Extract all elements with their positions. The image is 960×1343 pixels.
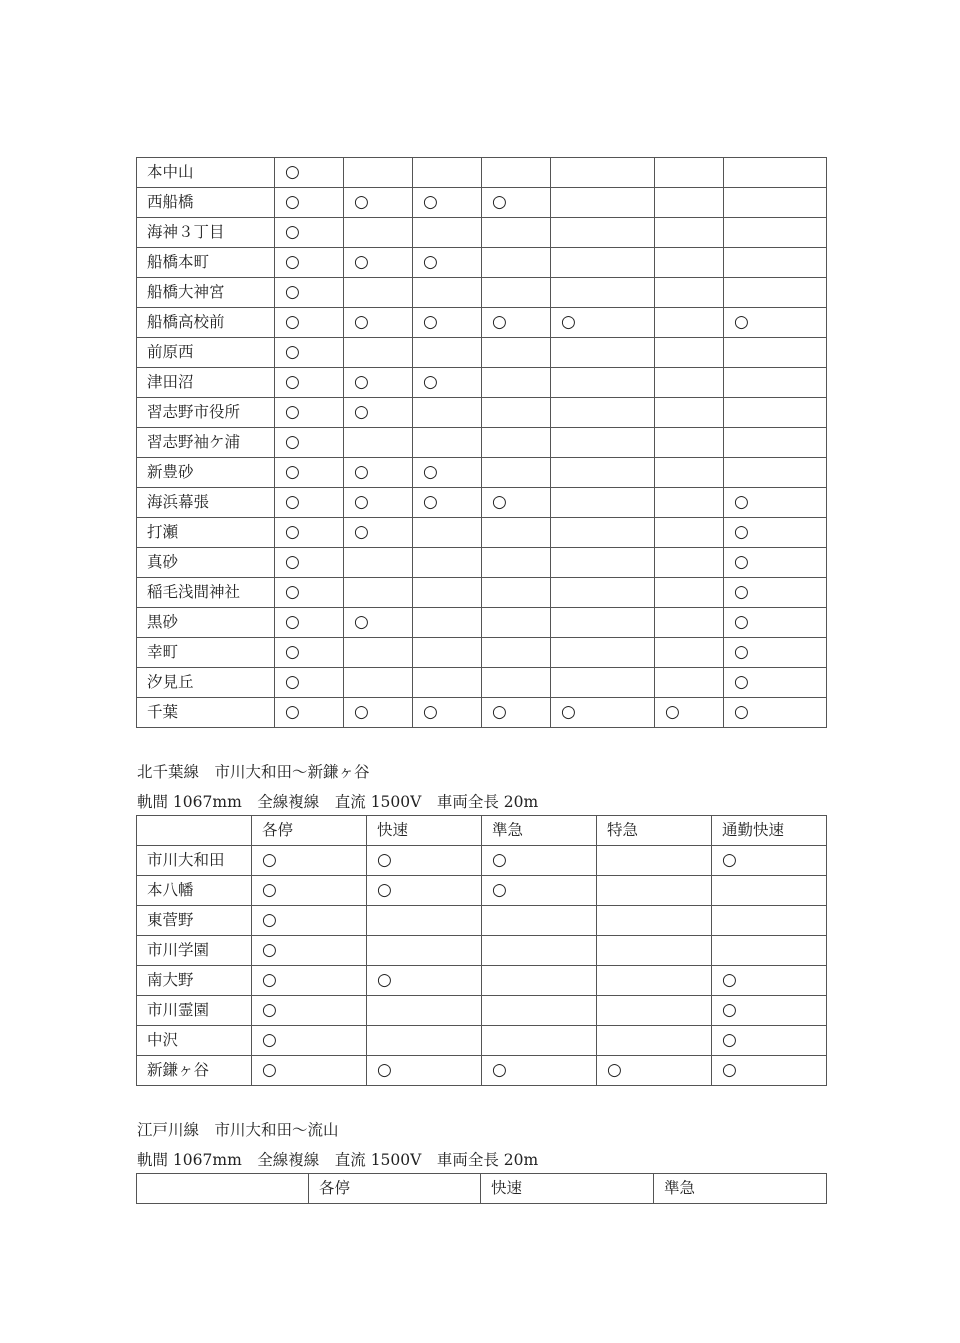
- table-row: [137, 218, 827, 248]
- stop-mark: ○: [275, 518, 344, 548]
- stop-mark: ○: [344, 368, 413, 398]
- stop-mark: ○: [413, 308, 482, 338]
- table-row: [137, 638, 827, 668]
- table-row: [137, 458, 827, 488]
- station-name: 打瀬: [137, 518, 275, 548]
- stop-mark: [367, 996, 482, 1026]
- stop-mark: ○: [724, 698, 827, 728]
- table-row: [137, 428, 827, 458]
- stop-mark: [597, 966, 712, 996]
- station-name: 千葉: [137, 698, 275, 728]
- stop-mark: [655, 188, 724, 218]
- stop-mark: [344, 218, 413, 248]
- stop-mark: ○: [724, 668, 827, 698]
- stop-mark: [482, 548, 551, 578]
- stop-mark: [482, 1026, 597, 1056]
- stop-mark: [655, 338, 724, 368]
- stop-mark: ○: [252, 1026, 367, 1056]
- stop-mark: [597, 936, 712, 966]
- stop-mark: ○: [482, 698, 551, 728]
- stop-mark: [551, 428, 655, 458]
- stop-mark: [413, 518, 482, 548]
- table-row: [137, 1056, 827, 1086]
- stop-mark: [344, 338, 413, 368]
- station-name: 本八幡: [137, 876, 252, 906]
- section2-title: 北千葉線 市川大和田〜新鎌ヶ谷: [137, 763, 370, 781]
- stop-mark: ○: [275, 218, 344, 248]
- stop-mark: ○: [275, 398, 344, 428]
- stop-mark: ○: [275, 668, 344, 698]
- stop-mark: ○: [482, 846, 597, 876]
- stop-mark: ○: [252, 846, 367, 876]
- stop-mark: ○: [413, 698, 482, 728]
- stop-mark: [551, 518, 655, 548]
- stop-mark: [413, 218, 482, 248]
- column-header: 各停: [252, 816, 367, 846]
- table-row: [137, 876, 827, 906]
- stop-mark: ○: [367, 876, 482, 906]
- stop-mark: [597, 906, 712, 936]
- stop-mark: ○: [367, 966, 482, 996]
- stop-mark: ○: [275, 248, 344, 278]
- stop-mark: [551, 188, 655, 218]
- stop-mark: ○: [551, 308, 655, 338]
- table-row: [137, 488, 827, 518]
- station-name: 船橋本町: [137, 248, 275, 278]
- station-name: 船橋大神宮: [137, 278, 275, 308]
- column-header: 快速: [367, 816, 482, 846]
- stop-mark: [482, 518, 551, 548]
- stop-mark: [712, 906, 827, 936]
- stop-mark: [413, 398, 482, 428]
- stop-mark: ○: [724, 488, 827, 518]
- column-header: 準急: [654, 1174, 827, 1204]
- stop-mark: ○: [712, 846, 827, 876]
- stop-mark: ○: [482, 876, 597, 906]
- table-row: [137, 668, 827, 698]
- station-name: 真砂: [137, 548, 275, 578]
- stop-mark: ○: [344, 608, 413, 638]
- stop-mark: ○: [252, 996, 367, 1026]
- stop-mark: ○: [275, 368, 344, 398]
- stop-mark: ○: [275, 188, 344, 218]
- stop-mark: [413, 578, 482, 608]
- station-name: 東菅野: [137, 906, 252, 936]
- stop-mark: [482, 578, 551, 608]
- stop-mark: [551, 668, 655, 698]
- stop-mark: ○: [344, 488, 413, 518]
- stop-mark: ○: [724, 578, 827, 608]
- stop-mark: [344, 158, 413, 188]
- stop-mark: [551, 278, 655, 308]
- stop-mark: ○: [275, 638, 344, 668]
- table-row: [137, 966, 827, 996]
- stop-mark: [655, 458, 724, 488]
- column-header: 各停: [309, 1174, 481, 1204]
- stop-mark: [482, 936, 597, 966]
- stop-mark: [367, 1026, 482, 1056]
- stop-mark: [655, 308, 724, 338]
- table-row: [137, 518, 827, 548]
- stop-mark: [482, 278, 551, 308]
- stop-mark: [724, 428, 827, 458]
- stop-mark: [367, 936, 482, 966]
- stop-mark: [655, 668, 724, 698]
- stop-mark: [655, 578, 724, 608]
- stop-mark: ○: [275, 578, 344, 608]
- stop-mark: [655, 428, 724, 458]
- column-header: 特急: [597, 816, 712, 846]
- column-header: 通勤快速: [712, 816, 827, 846]
- stop-mark: [712, 936, 827, 966]
- stop-mark: [482, 338, 551, 368]
- table-row: [137, 338, 827, 368]
- stop-mark: ○: [482, 1056, 597, 1086]
- stop-mark: [712, 876, 827, 906]
- stop-mark: [551, 158, 655, 188]
- stop-mark: ○: [413, 248, 482, 278]
- stop-mark: ○: [344, 308, 413, 338]
- stop-mark: ○: [712, 1026, 827, 1056]
- stop-mark: [482, 996, 597, 1026]
- stop-table-2: [136, 815, 827, 1086]
- stop-mark: [482, 248, 551, 278]
- stop-mark: ○: [252, 876, 367, 906]
- stop-mark: [344, 548, 413, 578]
- stop-mark: [344, 428, 413, 458]
- stop-mark: [482, 158, 551, 188]
- stop-mark: ○: [413, 458, 482, 488]
- stop-mark: [655, 158, 724, 188]
- stop-mark: [597, 996, 712, 1026]
- stop-mark: [482, 638, 551, 668]
- table-row: [137, 846, 827, 876]
- stop-mark: [655, 398, 724, 428]
- table-row: [137, 188, 827, 218]
- table-row: [137, 608, 827, 638]
- stop-mark: ○: [482, 188, 551, 218]
- stop-mark: [413, 608, 482, 638]
- station-name: 中沢: [137, 1026, 252, 1056]
- stop-mark: ○: [344, 458, 413, 488]
- stop-mark: [482, 398, 551, 428]
- stop-mark: [344, 578, 413, 608]
- stop-mark: ○: [597, 1056, 712, 1086]
- stop-mark: [413, 338, 482, 368]
- stop-mark: [413, 278, 482, 308]
- station-name: 市川霊園: [137, 996, 252, 1026]
- table-row: [137, 398, 827, 428]
- stop-mark: [724, 368, 827, 398]
- station-name: 南大野: [137, 966, 252, 996]
- stop-mark: ○: [724, 608, 827, 638]
- stop-mark: [551, 368, 655, 398]
- column-header: [137, 816, 252, 846]
- station-name: 海神３丁目: [137, 218, 275, 248]
- stop-mark: ○: [275, 698, 344, 728]
- stop-mark: [413, 668, 482, 698]
- stop-mark: ○: [275, 308, 344, 338]
- stop-mark: ○: [344, 188, 413, 218]
- stop-mark: [551, 578, 655, 608]
- stop-mark: [655, 548, 724, 578]
- stop-mark: [413, 428, 482, 458]
- stop-mark: [551, 218, 655, 248]
- table-row: [137, 248, 827, 278]
- stop-mark: ○: [275, 278, 344, 308]
- stop-mark: [551, 458, 655, 488]
- stop-mark: [655, 278, 724, 308]
- stop-mark: [482, 906, 597, 936]
- stop-mark: [655, 638, 724, 668]
- stop-mark: ○: [655, 698, 724, 728]
- station-name: 市川学園: [137, 936, 252, 966]
- table-row: [137, 996, 827, 1026]
- stop-mark: ○: [551, 698, 655, 728]
- stop-mark: [551, 248, 655, 278]
- station-name: 市川大和田: [137, 846, 252, 876]
- stop-mark: [724, 158, 827, 188]
- stop-mark: [724, 338, 827, 368]
- stop-mark: ○: [413, 488, 482, 518]
- stop-mark: ○: [275, 548, 344, 578]
- stop-mark: [344, 638, 413, 668]
- table-row: [137, 906, 827, 936]
- table-row: [137, 578, 827, 608]
- stop-mark: [482, 368, 551, 398]
- stop-mark: ○: [275, 338, 344, 368]
- stop-mark: [724, 398, 827, 428]
- stop-mark: [344, 668, 413, 698]
- stop-mark: [551, 338, 655, 368]
- stop-mark: ○: [712, 966, 827, 996]
- section2-spec: 軌間 1067mm 全線複線 直流 1500V 車両全長 20m: [137, 793, 539, 811]
- station-name: 船橋高校前: [137, 308, 275, 338]
- station-name: 習志野市役所: [137, 398, 275, 428]
- stop-mark: ○: [482, 488, 551, 518]
- stop-mark: ○: [413, 368, 482, 398]
- stop-mark: ○: [724, 548, 827, 578]
- section3-title: 江戸川線 市川大和田〜流山: [137, 1121, 339, 1139]
- stop-mark: [344, 278, 413, 308]
- stop-mark: ○: [724, 638, 827, 668]
- station-name: 本中山: [137, 158, 275, 188]
- station-name: 黒砂: [137, 608, 275, 638]
- table-row: [137, 698, 827, 728]
- stop-mark: [551, 398, 655, 428]
- table-row: [137, 368, 827, 398]
- table-row: [137, 1026, 827, 1056]
- table-row: [137, 278, 827, 308]
- stop-mark: ○: [482, 308, 551, 338]
- stop-mark: ○: [275, 428, 344, 458]
- stop-mark: ○: [712, 1056, 827, 1086]
- stop-mark: ○: [344, 398, 413, 428]
- stop-mark: ○: [413, 188, 482, 218]
- stop-mark: [597, 876, 712, 906]
- station-name: 前原西: [137, 338, 275, 368]
- stop-mark: [551, 608, 655, 638]
- station-name: 汐見丘: [137, 668, 275, 698]
- stop-mark: [482, 608, 551, 638]
- stop-mark: [482, 966, 597, 996]
- column-header: [137, 1174, 309, 1204]
- stop-mark: [655, 368, 724, 398]
- stop-table-3: [136, 1173, 827, 1204]
- stop-mark: [724, 188, 827, 218]
- stop-mark: ○: [724, 308, 827, 338]
- stop-mark: [482, 218, 551, 248]
- stop-mark: ○: [275, 458, 344, 488]
- stop-mark: [413, 548, 482, 578]
- stop-mark: [413, 638, 482, 668]
- station-name: 新豊砂: [137, 458, 275, 488]
- stop-mark: ○: [275, 158, 344, 188]
- stop-mark: [551, 548, 655, 578]
- stop-mark: [413, 158, 482, 188]
- stop-mark: ○: [252, 1056, 367, 1086]
- stop-mark: ○: [252, 966, 367, 996]
- stop-table-1: [136, 157, 827, 728]
- stop-mark: [597, 1026, 712, 1056]
- stop-mark: ○: [275, 608, 344, 638]
- section3-spec: 軌間 1067mm 全線複線 直流 1500V 車両全長 20m: [137, 1151, 539, 1169]
- column-header: 快速: [481, 1174, 654, 1204]
- station-name: 津田沼: [137, 368, 275, 398]
- stop-mark: ○: [367, 1056, 482, 1086]
- station-name: 幸町: [137, 638, 275, 668]
- stop-mark: ○: [252, 906, 367, 936]
- station-name: 稲毛浅間神社: [137, 578, 275, 608]
- stop-mark: [551, 488, 655, 518]
- stop-mark: ○: [275, 488, 344, 518]
- station-name: 西船橋: [137, 188, 275, 218]
- stop-mark: [655, 518, 724, 548]
- stop-mark: [724, 248, 827, 278]
- table-row: [137, 936, 827, 966]
- stop-mark: [724, 458, 827, 488]
- stop-mark: ○: [712, 996, 827, 1026]
- stop-mark: [482, 428, 551, 458]
- stop-mark: [367, 906, 482, 936]
- stop-mark: [482, 668, 551, 698]
- stop-mark: [551, 638, 655, 668]
- stop-mark: [482, 458, 551, 488]
- stop-mark: ○: [344, 248, 413, 278]
- stop-mark: [655, 218, 724, 248]
- stop-mark: ○: [252, 936, 367, 966]
- stop-mark: [655, 488, 724, 518]
- stop-mark: ○: [344, 698, 413, 728]
- stop-mark: [724, 218, 827, 248]
- stop-mark: ○: [367, 846, 482, 876]
- table-row: [137, 548, 827, 578]
- stop-mark: [655, 248, 724, 278]
- station-name: 新鎌ヶ谷: [137, 1056, 252, 1086]
- table-row: [137, 308, 827, 338]
- table-row: [137, 158, 827, 188]
- station-name: 習志野袖ケ浦: [137, 428, 275, 458]
- stop-mark: ○: [724, 518, 827, 548]
- stop-mark: ○: [344, 518, 413, 548]
- column-header: 準急: [482, 816, 597, 846]
- station-name: 海浜幕張: [137, 488, 275, 518]
- stop-mark: [655, 608, 724, 638]
- stop-mark: [724, 278, 827, 308]
- stop-mark: [597, 846, 712, 876]
